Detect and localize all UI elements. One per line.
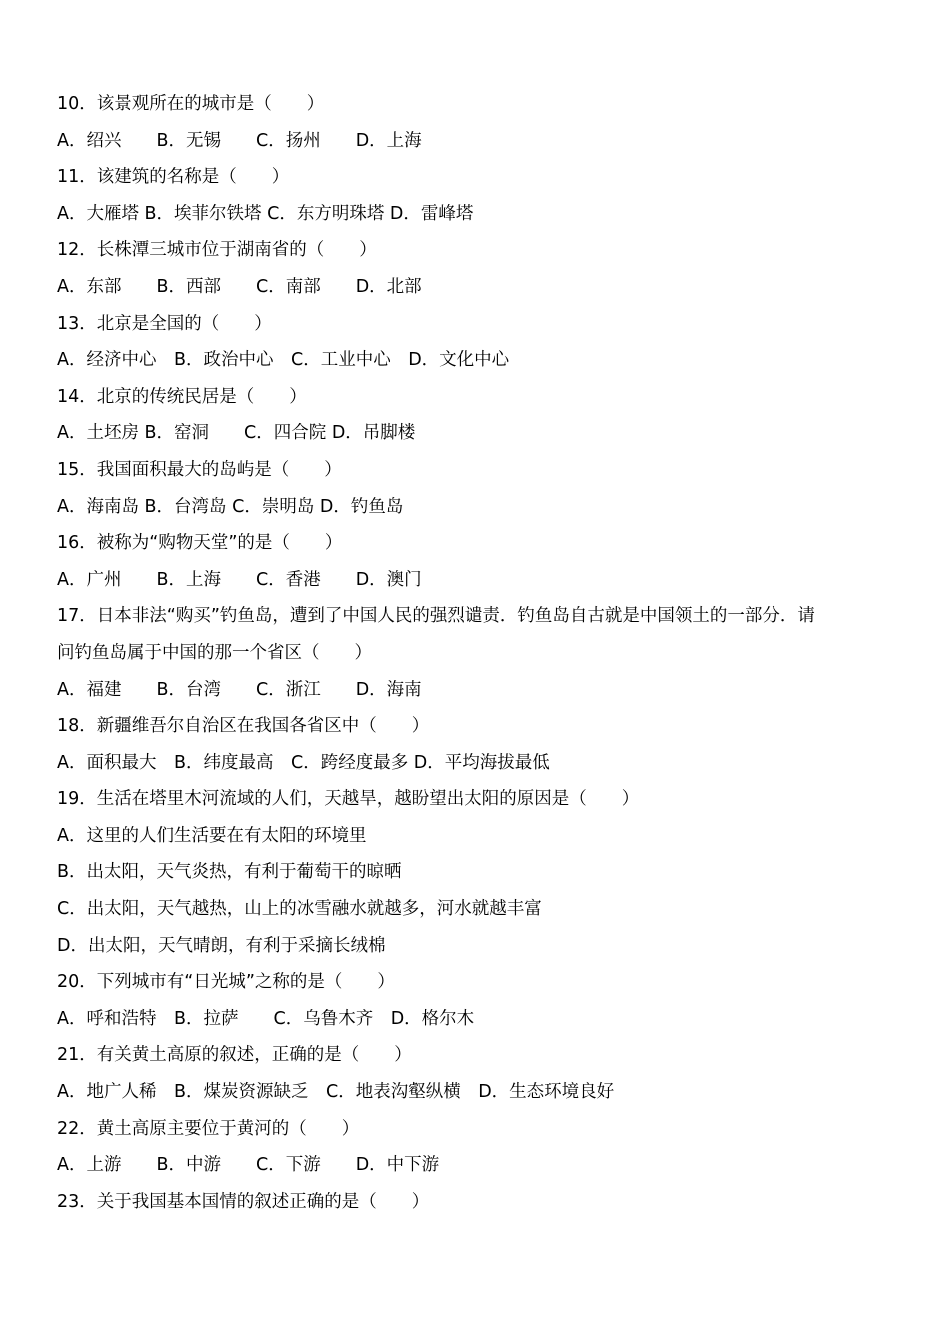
option-19-c: C．出太阳，天气越热，山上的冰雪融水就越多，河水就越丰富	[57, 899, 542, 920]
question-13: 13．北京是全国的（ ）	[57, 313, 272, 334]
question-17-line-1: 17．日本非法“购买”钓鱼岛，遭到了中国人民的强烈谴责．钓鱼岛自古就是中国领土的一部分．请	[57, 606, 815, 627]
question-15: 15．我国面积最大的岛屿是（ ）	[57, 459, 342, 480]
question-23: 23．关于我国基本国情的叙述正确的是（ ）	[57, 1191, 430, 1212]
option-19-b: B．出太阳，天气炎热，有利于葡萄干的晾晒	[57, 862, 402, 883]
question-list	[57, 86, 897, 1220]
option-19-a: A．这里的人们生活要在有太阳的环境里	[57, 825, 367, 846]
options-12: A．东部 B．西部 C．南部 D．北部	[57, 276, 422, 297]
question-11: 11．该建筑的名称是（ ）	[57, 167, 290, 188]
question-12: 12．长株潭三城市位于湖南省的（ ）	[57, 240, 377, 261]
options-14: A．土坯房 B．窑洞 C．四合院 D．吊脚楼	[57, 423, 416, 444]
options-15: A．海南岛 B．台湾岛 C．崇明岛 D．钓鱼岛	[57, 496, 404, 517]
option-19-d: D．出太阳，天气晴朗，有利于采摘长绒棉	[57, 935, 386, 956]
options-13: A．经济中心 B．政治中心 C．工业中心 D．文化中心	[57, 350, 510, 371]
question-16: 16．被称为“购物天堂”的是（ ）	[57, 533, 343, 554]
question-22: 22．黄土高原主要位于黄河的（ ）	[57, 1118, 360, 1139]
options-18: A．面积最大 B．纬度最高 C．跨经度最多 D．平均海拔最低	[57, 752, 550, 773]
question-17-line-2: 问钓鱼岛属于中国的那一个省区（ ）	[57, 642, 372, 663]
question-18: 18．新疆维吾尔自治区在我国各省区中（ ）	[57, 716, 430, 737]
question-10: 10．该景观所在的城市是（ ）	[57, 94, 325, 114]
options-22: A．上游 B．中游 C．下游 D．中下游	[57, 1155, 440, 1176]
options-20: A．呼和浩特 B．拉萨 C．乌鲁木齐 D．格尔木	[57, 1008, 475, 1029]
question-14: 14．北京的传统民居是（ ）	[57, 386, 307, 407]
options-11: A．大雁塔 B．埃菲尔铁塔 C．东方明珠塔 D．雷峰塔	[57, 203, 474, 224]
options-16: A．广州 B．上海 C．香港 D．澳门	[57, 569, 422, 590]
options-17: A．福建 B．台湾 C．浙江 D．海南	[57, 679, 422, 700]
options-21: A．地广人稀 B．煤炭资源缺乏 C．地表沟壑纵横 D．生态环境良好	[57, 1082, 615, 1103]
question-20: 20．下列城市有“日光城”之称的是（ ）	[57, 972, 395, 993]
question-21: 21．有关黄土高原的叙述，正确的是（ ）	[57, 1045, 412, 1066]
question-19: 19．生活在塔里木河流域的人们，天越旱，越盼望出太阳的原因是（ ）	[57, 789, 640, 810]
options-10: A．绍兴 B．无锡 C．扬州 D．上海	[57, 130, 422, 151]
